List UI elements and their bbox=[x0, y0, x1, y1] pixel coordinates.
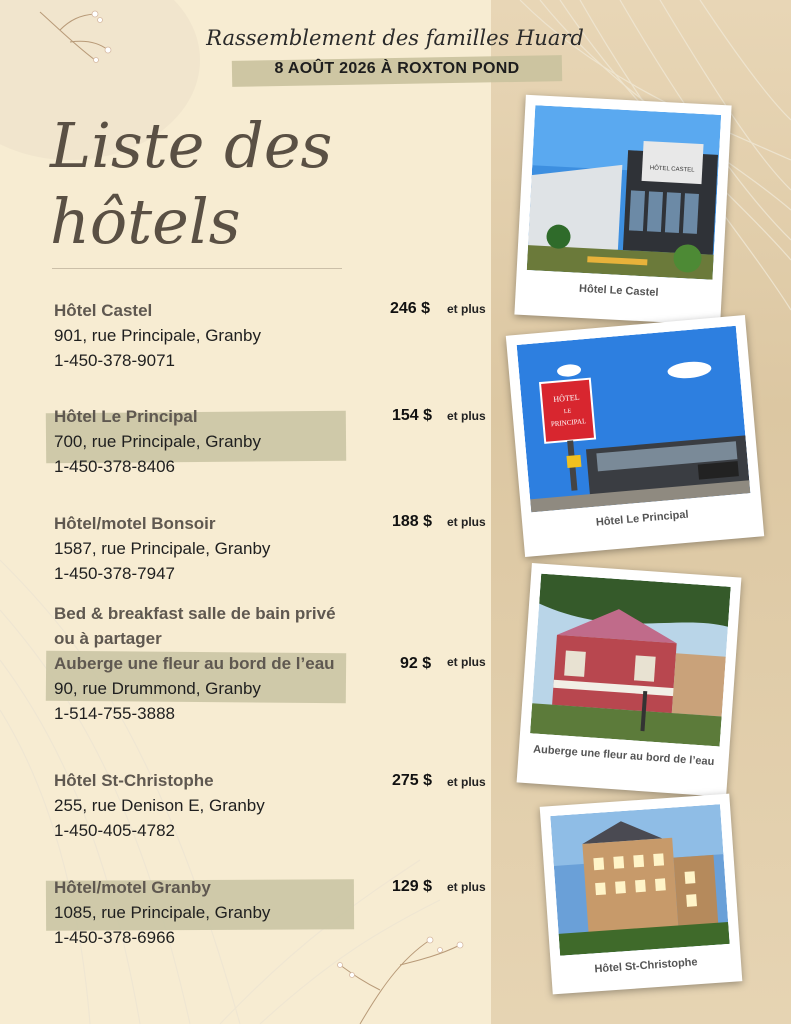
hotel-address: 255, rue Denison E, Granby bbox=[54, 796, 265, 815]
title-divider bbox=[52, 268, 342, 269]
hotel-price: 188 $ bbox=[392, 513, 433, 530]
photo-caption: Hôtel Le Castel bbox=[578, 282, 659, 299]
photo-sign-text: PRINCIPAL bbox=[550, 417, 587, 429]
photo-auberge bbox=[517, 563, 742, 797]
photo-caption: Auberge une fleur au bord de l’eau bbox=[532, 743, 715, 769]
photo-image bbox=[527, 105, 721, 280]
hotel-phone: 1-450-378-7947 bbox=[54, 564, 175, 583]
photo-image bbox=[517, 326, 751, 513]
category-heading-line-1: Bed & breakfast salle de bain privé bbox=[54, 604, 336, 623]
hotel-price-suffix: et plus bbox=[447, 880, 486, 894]
hotel-price: 154 $ bbox=[392, 407, 433, 424]
hotel-phone: 1-450-378-9071 bbox=[54, 351, 175, 370]
photo-image bbox=[550, 804, 729, 956]
photo-sign-text: LE bbox=[563, 408, 572, 416]
hotel-price-suffix: et plus bbox=[447, 655, 486, 669]
hotel-name: Hôtel/motel Granby bbox=[54, 878, 211, 897]
hotel-price-suffix: et plus bbox=[447, 409, 486, 423]
hotel-price: 129 $ bbox=[392, 878, 433, 895]
hotel-phone: 1-450-378-6966 bbox=[54, 928, 175, 947]
hotel-price-suffix: et plus bbox=[447, 775, 486, 789]
hotel-price: 92 $ bbox=[400, 655, 432, 672]
building-illustration bbox=[527, 105, 721, 280]
photo-caption: Hôtel St-Christophe bbox=[594, 956, 698, 976]
photo-hotel-le-principal bbox=[506, 315, 764, 557]
hotel-phone: 1-514-755-3888 bbox=[54, 704, 175, 723]
hotel-name: Hôtel St-Christophe bbox=[54, 771, 214, 790]
hotel-price: 246 $ bbox=[390, 300, 431, 317]
hotel-address: 700, rue Principale, Granby bbox=[54, 432, 261, 451]
hotel-entry-auberge bbox=[54, 601, 394, 726]
hotel-price-suffix: et plus bbox=[447, 302, 486, 316]
hotel-address: 90, rue Drummond, Granby bbox=[54, 679, 261, 698]
hotel-phone: 1-450-405-4782 bbox=[54, 821, 175, 840]
floral-sprig-bottom bbox=[340, 940, 460, 1024]
hotel-phone: 1-450-378-8406 bbox=[54, 457, 175, 476]
photo-sign-text: HÔTEL CASTEL bbox=[649, 165, 695, 174]
building-illustration bbox=[517, 326, 751, 513]
photo-hotel-castel bbox=[514, 95, 731, 325]
page-title-line-2: hôtels bbox=[50, 185, 241, 258]
hotel-name: Hôtel/motel Bonsoir bbox=[54, 514, 216, 533]
hotel-address: 1085, rue Principale, Granby bbox=[54, 903, 271, 922]
event-subtitle: Rassemblement des familles Huard bbox=[206, 26, 584, 50]
building-illustration bbox=[530, 574, 731, 747]
hotel-price-suffix: et plus bbox=[447, 515, 486, 529]
event-date: 8 AOÛT 2026 À ROXTON POND bbox=[274, 60, 520, 77]
hotel-name: Hôtel Castel bbox=[54, 301, 153, 320]
category-heading-line-2: ou à partager bbox=[54, 629, 162, 648]
photo-caption: Hôtel Le Principal bbox=[595, 508, 690, 529]
hotel-address: 1587, rue Principale, Granby bbox=[54, 539, 271, 558]
hotel-address: 901, rue Principale, Granby bbox=[54, 326, 261, 345]
page-title-line-1: Liste des bbox=[50, 109, 333, 182]
page-title bbox=[50, 108, 370, 260]
building-illustration bbox=[550, 804, 729, 956]
hotel-price: 275 $ bbox=[392, 772, 433, 789]
hotel-name: Auberge une fleur au bord de l’eau bbox=[54, 654, 335, 673]
photo-image bbox=[530, 574, 731, 747]
photo-hotel-st-christophe bbox=[540, 794, 743, 995]
hotel-name: Hôtel Le Principal bbox=[54, 407, 198, 426]
photo-sign-text: HÔTEL bbox=[553, 392, 580, 404]
